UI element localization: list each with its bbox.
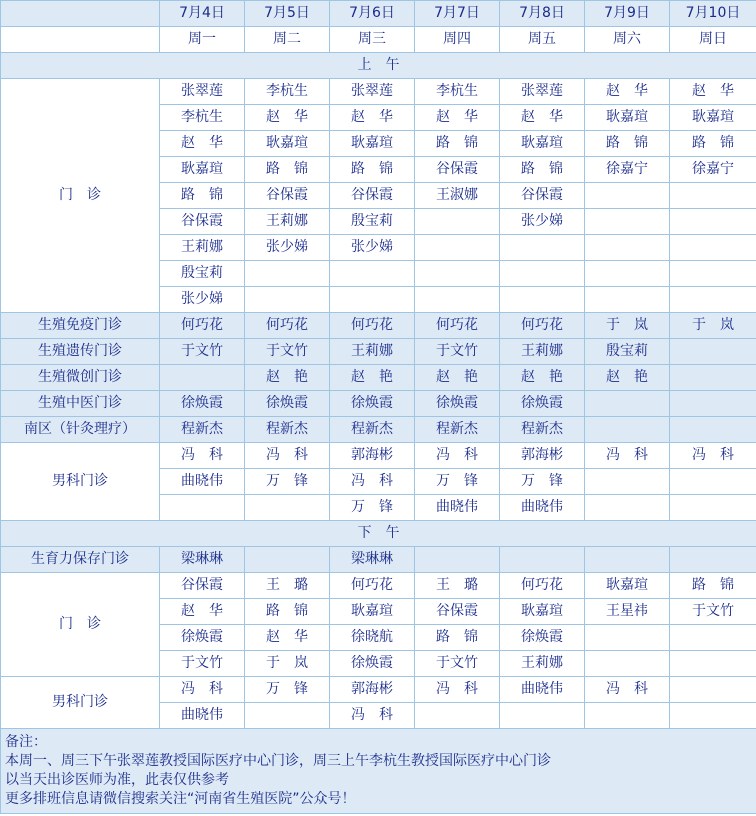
doctor-cell: 张少娣 [160, 287, 245, 313]
doctor-cell: 路 锦 [585, 131, 670, 157]
doctor-cell: 耿嘉瑄 [330, 131, 415, 157]
doctor-cell: 耿嘉瑄 [670, 105, 756, 131]
doctor-cell: 耿嘉瑄 [585, 105, 670, 131]
doctor-cell: 王莉娜 [245, 209, 330, 235]
doctor-cell: 赵 华 [330, 105, 415, 131]
doctor-cell: 路 锦 [415, 131, 500, 157]
schedule-row [1, 547, 756, 573]
doctor-cell: 路 锦 [500, 157, 585, 183]
doctor-cell [670, 547, 756, 573]
note-line: 本周一、周三下午张翠莲教授国际医疗中心门诊，周三上午李杭生教授国际医疗中心门诊 [5, 753, 551, 769]
doctor-cell: 冯 科 [160, 677, 245, 703]
date-header-cell: 7月7日 [415, 1, 500, 27]
doctor-cell: 赵 艳 [500, 365, 585, 391]
doctor-cell [670, 209, 756, 235]
doctor-cell: 谷保霞 [160, 209, 245, 235]
doctor-cell: 曲晓伟 [415, 495, 500, 521]
doctor-cell [670, 339, 756, 365]
doctor-cell: 何巧花 [245, 313, 330, 339]
doctor-cell: 冯 科 [585, 443, 670, 469]
doctor-cell: 冯 科 [670, 443, 756, 469]
date-header-cell: 7月5日 [245, 1, 330, 27]
doctor-cell [670, 235, 756, 261]
doctor-cell [585, 547, 670, 573]
doctor-cell: 徐焕霞 [500, 625, 585, 651]
doctor-cell: 万 锋 [245, 469, 330, 495]
doctor-cell [585, 495, 670, 521]
doctor-cell: 耿嘉瑄 [500, 131, 585, 157]
doctor-cell [245, 495, 330, 521]
doctor-cell: 徐焕霞 [330, 651, 415, 677]
doctor-cell: 程新杰 [330, 417, 415, 443]
doctor-cell [500, 261, 585, 287]
note-line: 以当天出诊医师为准，此表仅供参考 [5, 772, 229, 788]
doctor-cell: 何巧花 [500, 313, 585, 339]
department-label: 生殖中医门诊 [1, 391, 160, 417]
doctor-cell: 冯 科 [415, 443, 500, 469]
doctor-cell: 王淑娜 [415, 183, 500, 209]
department-label: 生育力保存门诊 [1, 547, 160, 573]
doctor-cell [415, 287, 500, 313]
schedule-row [1, 365, 756, 391]
doctor-cell: 李杭生 [415, 79, 500, 105]
doctor-cell: 赵 艳 [415, 365, 500, 391]
doctor-cell: 何巧花 [160, 313, 245, 339]
doctor-cell [670, 651, 756, 677]
afternoon-section-row [1, 521, 756, 547]
doctor-cell: 谷保霞 [500, 183, 585, 209]
doctor-cell: 程新杰 [160, 417, 245, 443]
date-header-cell: 7月10日 [670, 1, 756, 27]
doctor-cell: 徐嘉宁 [670, 157, 756, 183]
doctor-cell: 赵 华 [160, 599, 245, 625]
doctor-cell [585, 625, 670, 651]
doctor-cell: 王莉娜 [500, 651, 585, 677]
doctor-cell [330, 287, 415, 313]
doctor-cell [585, 469, 670, 495]
doctor-cell [245, 547, 330, 573]
doctor-cell: 梁琳琳 [160, 547, 245, 573]
doctor-cell [330, 261, 415, 287]
doctor-cell [670, 417, 756, 443]
doctor-cell [670, 391, 756, 417]
doctor-cell: 徐焕霞 [500, 391, 585, 417]
doctor-cell: 赵 华 [245, 625, 330, 651]
doctor-cell [500, 287, 585, 313]
note-line: 更多排班信息请微信搜索关注“河南省生殖医院”公众号！ [5, 791, 356, 807]
doctor-cell [160, 495, 245, 521]
doctor-cell: 于文竹 [160, 339, 245, 365]
doctor-cell: 殷宝莉 [330, 209, 415, 235]
doctor-cell [415, 209, 500, 235]
doctor-cell: 张少娣 [330, 235, 415, 261]
doctor-cell: 赵 艳 [330, 365, 415, 391]
doctor-cell: 路 锦 [245, 157, 330, 183]
doctor-cell: 赵 华 [585, 79, 670, 105]
doctor-cell: 张翠莲 [160, 79, 245, 105]
weekday-header-cell: 周二 [245, 27, 330, 53]
doctor-cell [670, 469, 756, 495]
doctor-cell: 徐焕霞 [415, 391, 500, 417]
doctor-cell [585, 261, 670, 287]
doctor-cell: 于文竹 [160, 651, 245, 677]
doctor-cell: 冯 科 [330, 469, 415, 495]
date-header-cell: 7月4日 [160, 1, 245, 27]
weekday-header-cell: 周三 [330, 27, 415, 53]
doctor-cell: 于文竹 [415, 651, 500, 677]
doctor-cell: 谷保霞 [160, 573, 245, 599]
doctor-cell: 王莉娜 [500, 339, 585, 365]
weekday-header-cell: 周四 [415, 27, 500, 53]
doctor-cell: 耿嘉瑄 [500, 599, 585, 625]
doctor-cell [670, 365, 756, 391]
doctor-cell: 曲晓伟 [500, 495, 585, 521]
doctor-cell: 张少娣 [245, 235, 330, 261]
doctor-cell: 于 岚 [585, 313, 670, 339]
doctor-cell: 谷保霞 [415, 157, 500, 183]
schedule-row [1, 79, 756, 105]
schedule-row [1, 313, 756, 339]
doctor-cell: 冯 科 [585, 677, 670, 703]
notes-heading: 备注： [5, 734, 47, 750]
doctor-cell: 程新杰 [415, 417, 500, 443]
doctor-cell [585, 391, 670, 417]
doctor-cell: 徐焕霞 [160, 391, 245, 417]
doctor-cell [670, 625, 756, 651]
doctor-cell: 赵 华 [670, 79, 756, 105]
doctor-cell [585, 651, 670, 677]
weekday-header-row [1, 27, 756, 53]
doctor-cell: 路 锦 [415, 625, 500, 651]
department-label: 男科门诊 [1, 677, 160, 729]
date-header-row [1, 1, 756, 27]
morning-section-label: 上 午 [1, 53, 756, 79]
doctor-cell: 路 锦 [330, 157, 415, 183]
doctor-cell: 万 锋 [500, 469, 585, 495]
doctor-cell: 万 锋 [415, 469, 500, 495]
doctor-cell [585, 287, 670, 313]
doctor-cell: 张少娣 [500, 209, 585, 235]
doctor-cell: 郭海彬 [500, 443, 585, 469]
doctor-cell: 于 岚 [670, 313, 756, 339]
doctor-cell [245, 287, 330, 313]
doctor-cell [670, 703, 756, 729]
doctor-cell: 殷宝莉 [160, 261, 245, 287]
doctor-cell: 耿嘉瑄 [585, 573, 670, 599]
doctor-cell: 于文竹 [415, 339, 500, 365]
doctor-cell: 徐焕霞 [160, 625, 245, 651]
doctor-cell: 李杭生 [160, 105, 245, 131]
header-corner-cell [1, 1, 160, 27]
department-label: 南区（针灸理疗） [1, 417, 160, 443]
doctor-cell: 路 锦 [670, 573, 756, 599]
doctor-cell: 王莉娜 [160, 235, 245, 261]
doctor-cell [415, 235, 500, 261]
notes-row [1, 729, 756, 814]
schedule-row [1, 443, 756, 469]
doctor-cell: 曲晓伟 [500, 677, 585, 703]
doctor-cell: 耿嘉瑄 [330, 599, 415, 625]
doctor-cell: 徐嘉宁 [585, 157, 670, 183]
date-header-cell: 7月6日 [330, 1, 415, 27]
department-label: 生殖遗传门诊 [1, 339, 160, 365]
department-label: 生殖免疫门诊 [1, 313, 160, 339]
doctor-cell [500, 235, 585, 261]
doctor-cell: 谷保霞 [245, 183, 330, 209]
doctor-cell: 冯 科 [160, 443, 245, 469]
doctor-cell [415, 547, 500, 573]
doctor-cell: 王星祎 [585, 599, 670, 625]
doctor-cell: 徐焕霞 [245, 391, 330, 417]
doctor-cell: 殷宝莉 [585, 339, 670, 365]
schedule-row [1, 339, 756, 365]
doctor-cell: 曲晓伟 [160, 703, 245, 729]
doctor-cell: 郭海彬 [330, 677, 415, 703]
department-label: 生殖微创门诊 [1, 365, 160, 391]
afternoon-section-label: 下 午 [1, 521, 756, 547]
doctor-cell [670, 287, 756, 313]
doctor-cell: 程新杰 [500, 417, 585, 443]
doctor-cell: 万 锋 [245, 677, 330, 703]
department-label: 门 诊 [1, 79, 160, 313]
doctor-cell: 谷保霞 [415, 599, 500, 625]
doctor-cell: 何巧花 [415, 313, 500, 339]
doctor-cell [585, 209, 670, 235]
doctor-cell: 梁琳琳 [330, 547, 415, 573]
doctor-cell: 路 锦 [670, 131, 756, 157]
doctor-cell: 冯 科 [415, 677, 500, 703]
doctor-cell: 郭海彬 [330, 443, 415, 469]
doctor-cell: 于文竹 [670, 599, 756, 625]
doctor-cell: 程新杰 [245, 417, 330, 443]
doctor-cell [245, 261, 330, 287]
doctor-cell: 冯 科 [245, 443, 330, 469]
doctor-cell: 于文竹 [245, 339, 330, 365]
doctor-cell [670, 261, 756, 287]
weekday-header-cell: 周日 [670, 27, 756, 53]
doctor-cell: 徐晓航 [330, 625, 415, 651]
doctor-cell [245, 703, 330, 729]
doctor-cell: 谷保霞 [330, 183, 415, 209]
schedule-row [1, 677, 756, 703]
schedule-row [1, 417, 756, 443]
department-label: 门 诊 [1, 573, 160, 677]
doctor-cell: 赵 华 [245, 105, 330, 131]
doctor-cell: 赵 艳 [585, 365, 670, 391]
weekday-header-cell: 周五 [500, 27, 585, 53]
doctor-cell: 徐焕霞 [330, 391, 415, 417]
doctor-cell: 曲晓伟 [160, 469, 245, 495]
doctor-cell [415, 703, 500, 729]
doctor-cell: 路 锦 [245, 599, 330, 625]
header-corner-cell [1, 27, 160, 53]
weekday-header-cell: 周六 [585, 27, 670, 53]
doctor-cell [670, 677, 756, 703]
doctor-cell: 张翠莲 [330, 79, 415, 105]
doctor-cell [670, 495, 756, 521]
doctor-cell: 李杭生 [245, 79, 330, 105]
schedule-row [1, 391, 756, 417]
doctor-cell [585, 183, 670, 209]
doctor-cell: 张翠莲 [500, 79, 585, 105]
doctor-cell [500, 703, 585, 729]
doctor-cell [585, 703, 670, 729]
doctor-cell: 王莉娜 [330, 339, 415, 365]
doctor-cell [500, 547, 585, 573]
doctor-cell: 何巧花 [330, 573, 415, 599]
doctor-cell [670, 183, 756, 209]
doctor-cell: 赵 艳 [245, 365, 330, 391]
doctor-cell: 路 锦 [160, 183, 245, 209]
notes-cell [1, 729, 756, 814]
weekday-header-cell: 周一 [160, 27, 245, 53]
doctor-cell: 耿嘉瑄 [160, 157, 245, 183]
doctor-cell: 何巧花 [500, 573, 585, 599]
doctor-cell: 王 璐 [415, 573, 500, 599]
doctor-cell: 冯 科 [330, 703, 415, 729]
doctor-cell: 万 锋 [330, 495, 415, 521]
doctor-cell: 赵 华 [160, 131, 245, 157]
doctor-cell: 耿嘉瑄 [245, 131, 330, 157]
doctor-cell: 于 岚 [245, 651, 330, 677]
doctor-cell [160, 365, 245, 391]
schedule-row [1, 573, 756, 599]
doctor-cell [585, 417, 670, 443]
morning-section-row [1, 53, 756, 79]
department-label: 男科门诊 [1, 443, 160, 521]
doctor-cell [415, 261, 500, 287]
doctor-cell: 赵 华 [415, 105, 500, 131]
date-header-cell: 7月9日 [585, 1, 670, 27]
doctor-cell: 何巧花 [330, 313, 415, 339]
doctor-cell [585, 235, 670, 261]
doctor-cell: 赵 华 [500, 105, 585, 131]
doctor-cell: 王 璐 [245, 573, 330, 599]
date-header-cell: 7月8日 [500, 1, 585, 27]
